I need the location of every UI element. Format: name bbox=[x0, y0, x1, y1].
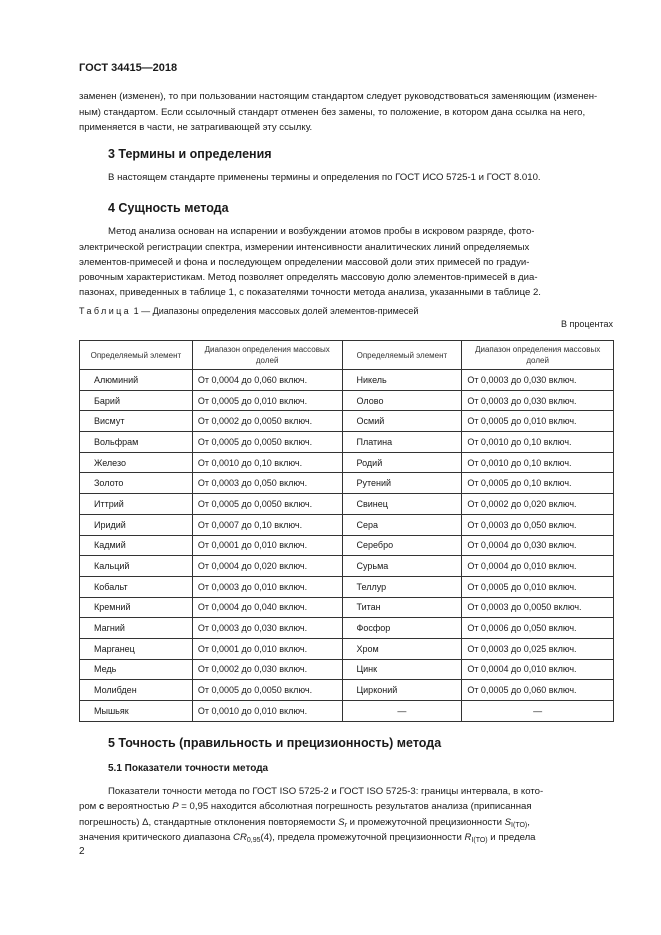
range-cell: От 0,0003 до 0,030 включ. bbox=[192, 618, 342, 639]
column-header-element: Определяемый элемент bbox=[80, 341, 193, 370]
element-cell: Марганец bbox=[80, 638, 193, 659]
range-cell: От 0,0005 до 0,10 включ. bbox=[462, 473, 614, 494]
range-cell: От 0,0005 до 0,010 включ. bbox=[192, 390, 342, 411]
section-4-line: Метод анализа основан на испарении и возбуждении атомов пробы в искровом разряде, фото- bbox=[108, 226, 535, 237]
table-row bbox=[80, 556, 614, 577]
section-5-line: Показатели точности метода по ГОСТ ISO 5725-2 и ГОСТ ISO 5725-3: границы интервала, в кото- bbox=[108, 786, 544, 797]
element-cell: Сера bbox=[342, 514, 462, 535]
element-cell: Теллур bbox=[342, 576, 462, 597]
range-cell: От 0,0004 до 0,020 включ. bbox=[192, 556, 342, 577]
element-cell: Кремний bbox=[80, 597, 193, 618]
section-4-heading: 4 Сущность метода bbox=[108, 201, 229, 215]
element-cell: Иттрий bbox=[80, 494, 193, 515]
table-row bbox=[80, 473, 614, 494]
element-cell: Медь bbox=[80, 659, 193, 680]
element-cell: Золото bbox=[80, 473, 193, 494]
table-row bbox=[80, 597, 614, 618]
range-cell: От 0,0005 до 0,0050 включ. bbox=[192, 680, 342, 701]
element-cell: Цирконий bbox=[342, 680, 462, 701]
table-row bbox=[80, 680, 614, 701]
element-cell: Рутений bbox=[342, 473, 462, 494]
range-cell: От 0,0003 до 0,0050 включ. bbox=[462, 597, 614, 618]
element-cell: Кальций bbox=[80, 556, 193, 577]
table-caption-word: Таблица bbox=[79, 306, 132, 316]
table-row bbox=[80, 659, 614, 680]
range-cell: От 0,0004 до 0,040 включ. bbox=[192, 597, 342, 618]
table-caption-text: 1 — Диапазоны определения массовых долей элементов-примесей bbox=[131, 306, 419, 316]
element-cell: Хром bbox=[342, 638, 462, 659]
element-cell: Железо bbox=[80, 452, 193, 473]
element-cell: Фосфор bbox=[342, 618, 462, 639]
range-cell: От 0,0003 до 0,050 включ. bbox=[192, 473, 342, 494]
section-4-line: электрической регистрации спектра, измерении интенсивности аналитических линий определяемых bbox=[79, 242, 530, 253]
section-4-line: ровочным характеристикам. Метод позволяет определять массовую долю элементов-примесей в диа- bbox=[79, 272, 538, 283]
range-cell: От 0,0001 до 0,010 включ. bbox=[192, 535, 342, 556]
element-cell: Иридий bbox=[80, 514, 193, 535]
table-row bbox=[80, 390, 614, 411]
element-cell: — bbox=[342, 701, 462, 722]
table-row bbox=[80, 576, 614, 597]
range-cell: От 0,0007 до 0,10 включ. bbox=[192, 514, 342, 535]
range-cell: От 0,0004 до 0,030 включ. bbox=[462, 535, 614, 556]
element-cell: Барий bbox=[80, 390, 193, 411]
element-cell: Свинец bbox=[342, 494, 462, 515]
element-cell: Платина bbox=[342, 432, 462, 453]
range-cell: От 0,0003 до 0,030 включ. bbox=[462, 370, 614, 391]
section-5-line: ром с вероятностью P = 0,95 находится абсолютная погрешность результатов анализа (приписанная bbox=[79, 801, 532, 812]
table-body bbox=[80, 370, 614, 722]
column-header-range: Диапазон определения массовых долей bbox=[192, 341, 342, 370]
element-cell: Осмий bbox=[342, 411, 462, 432]
element-cell: Сурьма bbox=[342, 556, 462, 577]
range-cell: От 0,0003 до 0,030 включ. bbox=[462, 390, 614, 411]
table-units: В процентах bbox=[561, 319, 613, 329]
element-cell: Титан bbox=[342, 597, 462, 618]
range-cell: От 0,0005 до 0,010 включ. bbox=[462, 576, 614, 597]
range-cell: От 0,0003 до 0,050 включ. bbox=[462, 514, 614, 535]
element-cell: Магний bbox=[80, 618, 193, 639]
table-row bbox=[80, 638, 614, 659]
range-cell: От 0,0010 до 0,010 включ. bbox=[192, 701, 342, 722]
section-4-line: пазонах, приведенных в таблице 1, с показателями точности метода анализа, указанными в таблице 2. bbox=[79, 287, 541, 298]
range-cell: От 0,0010 до 0,10 включ. bbox=[462, 432, 614, 453]
element-cell: Кадмий bbox=[80, 535, 193, 556]
range-cell: От 0,0010 до 0,10 включ. bbox=[192, 452, 342, 473]
ranges-table bbox=[79, 340, 614, 722]
table-row bbox=[80, 494, 614, 515]
intro-line: применяется в части, не затрагивающей эту ссылку. bbox=[79, 122, 313, 133]
element-cell: Цинк bbox=[342, 659, 462, 680]
table-row bbox=[80, 535, 614, 556]
range-cell: От 0,0003 до 0,010 включ. bbox=[192, 576, 342, 597]
column-header-element: Определяемый элемент bbox=[342, 341, 462, 370]
section-4-line: элементов-примесей и фона и последующем определении массовой доли этих примесей по градуи- bbox=[79, 257, 530, 268]
element-cell: Серебро bbox=[342, 535, 462, 556]
document-id: ГОСТ 34415—2018 bbox=[79, 62, 178, 74]
range-cell: От 0,0004 до 0,060 включ. bbox=[192, 370, 342, 391]
column-header-range: Диапазон определения массовых долей bbox=[462, 341, 614, 370]
range-cell: От 0,0002 до 0,020 включ. bbox=[462, 494, 614, 515]
table-row bbox=[80, 370, 614, 391]
table-row bbox=[80, 618, 614, 639]
table-row bbox=[80, 432, 614, 453]
table-caption bbox=[79, 306, 418, 316]
range-cell: От 0,0005 до 0,0050 включ. bbox=[192, 432, 342, 453]
range-cell: — bbox=[462, 701, 614, 722]
table-row bbox=[80, 514, 614, 535]
range-cell: От 0,0002 до 0,0050 включ. bbox=[192, 411, 342, 432]
range-cell: От 0,0001 до 0,010 включ. bbox=[192, 638, 342, 659]
section-3-heading: 3 Термины и определения bbox=[108, 147, 272, 161]
element-cell: Олово bbox=[342, 390, 462, 411]
element-cell: Кобальт bbox=[80, 576, 193, 597]
table-row bbox=[80, 701, 614, 722]
range-cell: От 0,0002 до 0,030 включ. bbox=[192, 659, 342, 680]
range-cell: От 0,0003 до 0,025 включ. bbox=[462, 638, 614, 659]
element-cell: Родий bbox=[342, 452, 462, 473]
section-3-text: В настоящем стандарте применены термины и определения по ГОСТ ИСО 5725-1 и ГОСТ 8.010. bbox=[108, 172, 541, 183]
section-5-line: значения критического диапазона $CR_{0,95}(4)$, предела промежуточной прецизионности $R_{I(TO)}$ и предела bbox=[79, 832, 536, 844]
range-cell: От 0,0005 до 0,010 включ. bbox=[462, 411, 614, 432]
section-5-heading: 5 Точность (правильность и прецизионность) метода bbox=[108, 736, 442, 750]
element-cell: Вольфрам bbox=[80, 432, 193, 453]
table-row bbox=[80, 411, 614, 432]
table-row bbox=[80, 452, 614, 473]
subsection-5-1-heading: 5.1 Показатели точности метода bbox=[108, 763, 269, 774]
page-number: 2 bbox=[79, 846, 85, 857]
range-cell: От 0,0004 до 0,010 включ. bbox=[462, 556, 614, 577]
range-cell: От 0,0005 до 0,060 включ. bbox=[462, 680, 614, 701]
table-header-row bbox=[80, 341, 614, 370]
element-cell: Молибден bbox=[80, 680, 193, 701]
intro-line: ным) стандартом. Если ссылочный стандарт отменен без замены, то положение, в котором дана ссылка на него, bbox=[79, 107, 586, 118]
element-cell: Висмут bbox=[80, 411, 193, 432]
range-cell: От 0,0004 до 0,010 включ. bbox=[462, 659, 614, 680]
section-5-line: погрешность) Δ, стандартные отклонения повторяемости $S_r$ и промежуточной прецизионности $S_{I(TO)}$, bbox=[79, 817, 530, 829]
range-cell: От 0,0005 до 0,0050 включ. bbox=[192, 494, 342, 515]
range-cell: От 0,0006 до 0,050 включ. bbox=[462, 618, 614, 639]
element-cell: Мышьяк bbox=[80, 701, 193, 722]
intro-line: заменен (изменен), то при пользовании настоящим стандартом следует руководствоваться заменяющим (изменен- bbox=[79, 91, 598, 102]
element-cell: Алюминий bbox=[80, 370, 193, 391]
range-cell: От 0,0010 до 0,10 включ. bbox=[462, 452, 614, 473]
element-cell: Никель bbox=[342, 370, 462, 391]
